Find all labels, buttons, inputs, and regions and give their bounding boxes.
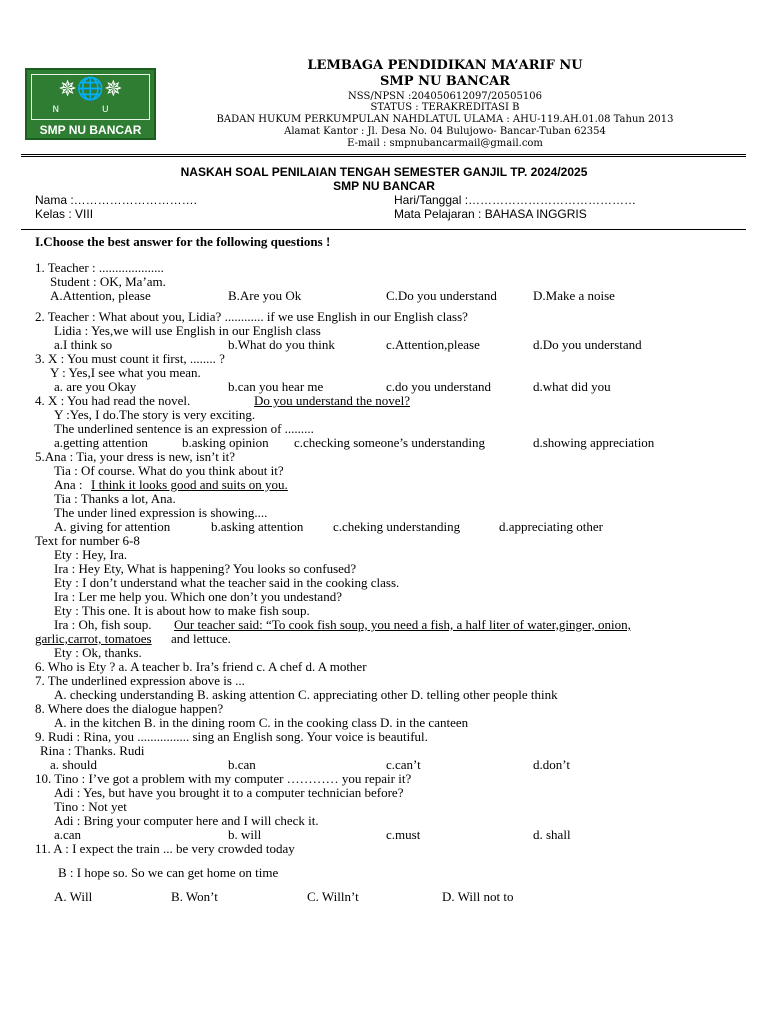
line-segment: d.showing appreciation	[533, 435, 655, 450]
line-segment: Text for number 6-8	[35, 533, 140, 548]
line-segment: Adi : Yes, but have you brought it to a computer technician before?	[54, 785, 404, 800]
line-segment: Lidia : Yes,we will use English in our English class	[54, 323, 321, 338]
line-segment: 10. Tino : I’ve got a problem with my computer ………… you repair it?	[35, 771, 412, 786]
section-instruction: I.Choose the best answer for the following questions !	[35, 234, 331, 249]
line-segment: b.asking attention	[211, 519, 304, 534]
line-segment: c.do you understand	[386, 379, 492, 394]
line-segment: Ety : I don’t understand what the teacher said in the cooking class.	[54, 575, 400, 590]
line-segment: a.can	[54, 827, 82, 842]
line-segment: 6. Who is Ety ? a. A teacher b. Ira’s friend c. A chef d. A mother	[35, 659, 367, 674]
logo-frame	[31, 74, 150, 120]
line-segment: The under lined expression is showing....	[54, 505, 268, 520]
line-segment: Y : Yes,I see what you mean.	[50, 365, 201, 380]
line-segment: Adi : Bring your computer here and I will check it.	[54, 813, 319, 828]
legal-entity: BADAN HUKUM PERKUMPULAN NAHDLATUL ULAMA : AHU-119.AH.01.08 Tahun 2013	[216, 114, 674, 125]
line-segment: c.can’t	[386, 757, 421, 772]
institution-title: LEMBAGA PENDIDIKAN MA’ARIF NU	[307, 58, 583, 73]
line-segment: d.appreciating other	[499, 519, 603, 534]
office-address: Alamat Kantor : Jl. Desa No. 04 Bulujowo- Bancar-Tuban 62354	[284, 126, 606, 137]
line-segment: Y :Yes, I do.The story is very exciting.	[54, 407, 256, 422]
line-segment: B. Won’t	[171, 889, 218, 904]
line-segment: A. Will	[54, 889, 93, 904]
header-divider-thin	[21, 156, 746, 157]
line-segment: b.can	[228, 757, 256, 772]
exam-title: NASKAH SOAL PENILAIAN TENGAH SEMESTER GANJIL TP. 2024/2025	[180, 165, 588, 179]
line-segment: I think it looks good and suits on you.	[91, 477, 288, 492]
line-segment: 11. A : I expect the train ... be very crowded today	[35, 841, 295, 856]
line-segment: 1. Teacher : ....................	[35, 260, 164, 275]
line-segment: b. will	[228, 827, 262, 842]
accreditation-status: STATUS : TERAKREDITASI B	[370, 102, 520, 113]
line-segment: Ety : Ok, thanks.	[54, 645, 142, 660]
line-segment: Our teacher said: “To cook fish soup, you need a fish, a half liter of water,ginger, onion,	[174, 617, 631, 632]
line-segment: 4. X : You had read the novel.	[35, 393, 191, 408]
line-segment: C. Willn’t	[307, 889, 359, 904]
line-segment: garlic,carrot, tomatoes	[35, 631, 152, 646]
line-segment: Ira : Ler me help you. Which one don’t you undestand?	[54, 589, 342, 604]
line-segment: a.I think so	[54, 337, 113, 352]
line-segment: d.don’t	[533, 757, 570, 772]
school-name: SMP NU BANCAR	[379, 74, 511, 89]
line-segment: Student : OK, Ma’am.	[50, 274, 166, 289]
line-segment: A. checking understanding B. asking attention C. appreciating other D. telling other people think	[54, 687, 558, 702]
line-segment: Ety : This one. It is about how to make fish soup.	[54, 603, 310, 618]
line-segment: 5.Ana : Tia, your dress is new, isn’t it?	[35, 449, 236, 464]
line-segment: Tia : Thanks a lot, Ana.	[54, 491, 176, 506]
line-segment: A.Attention, please	[50, 288, 151, 303]
line-segment: 3. X : You must count it first, ........ ?	[35, 351, 225, 366]
info-divider	[21, 229, 746, 230]
line-segment: 7. The underlined expression above is ...	[35, 673, 245, 688]
line-segment: Ira : Oh, fish soup.	[54, 617, 152, 632]
line-segment: d. shall	[533, 827, 571, 842]
line-segment: D.Make a noise	[533, 288, 615, 303]
school-email: E-mail : smpnubancarmail@gmail.com	[347, 138, 543, 149]
line-segment: a. should	[50, 757, 97, 772]
line-segment: A. in the kitchen B. in the dining room C. in the cooking class D. in the canteen	[54, 715, 469, 730]
line-segment: d.what did you	[533, 379, 611, 394]
line-segment: 8. Where does the dialogue happen?	[35, 701, 224, 716]
line-segment: B.Are you Ok	[228, 288, 302, 303]
line-segment: Ety : Hey, Ira.	[54, 547, 128, 562]
header-divider-thick	[21, 154, 746, 155]
line-segment: Rina : Thanks. Rudi	[40, 743, 145, 758]
line-segment: Ana :	[54, 477, 83, 492]
line-segment: a. are you Okay	[54, 379, 137, 394]
exam-school: SMP NU BANCAR	[333, 179, 435, 193]
line-segment: c.Attention,please	[386, 337, 480, 352]
line-segment: C.Do you understand	[386, 288, 497, 303]
logo-letters: N U	[52, 105, 129, 115]
line-segment: b.asking opinion	[182, 435, 269, 450]
line-segment: Do you understand the novel?	[254, 393, 410, 408]
line-segment: B : I hope so. So we can get home on time	[58, 865, 279, 880]
name-field: Nama :………………………….	[35, 193, 198, 207]
line-segment: Ira : Hey Ety, What is happening? You looks so confused?	[54, 561, 357, 576]
line-segment: Tino : Not yet	[54, 799, 127, 814]
line-segment: c.must	[386, 827, 421, 842]
line-segment: The underlined sentence is an expression of .........	[54, 421, 314, 436]
line-segment: b.What do you think	[228, 337, 335, 352]
subject-field: Mata Pelajaran : BAHASA INGGRIS	[394, 207, 587, 221]
line-segment: and lettuce.	[171, 631, 231, 646]
line-segment: c.cheking understanding	[333, 519, 461, 534]
logo-text: SMP NU BANCAR	[39, 123, 142, 137]
line-segment: 2. Teacher : What about you, Lidia? ............ if we use English in our English class?	[35, 309, 468, 324]
nu-globe-icon: ✵🌐✵	[58, 77, 123, 102]
line-segment: A. giving for attention	[54, 519, 171, 534]
nss-npsn: NSS/NPSN :204050612097/20505106	[348, 91, 542, 102]
line-segment: 9. Rudi : Rina, you ................ sing an English song. Your voice is beautiful.	[35, 729, 428, 744]
line-segment: b.can you hear me	[228, 379, 324, 394]
line-segment: a.getting attention	[54, 435, 148, 450]
line-segment: d.Do you understand	[533, 337, 642, 352]
line-segment: D. Will not to	[442, 889, 514, 904]
class-field: Kelas : VIII	[35, 207, 94, 221]
school-logo	[25, 68, 156, 140]
date-field: Hari/Tanggal :……………………………………	[394, 193, 637, 207]
line-segment: c.checking someone’s understanding	[294, 435, 485, 450]
line-segment: Tia : Of course. What do you think about it?	[54, 463, 284, 478]
